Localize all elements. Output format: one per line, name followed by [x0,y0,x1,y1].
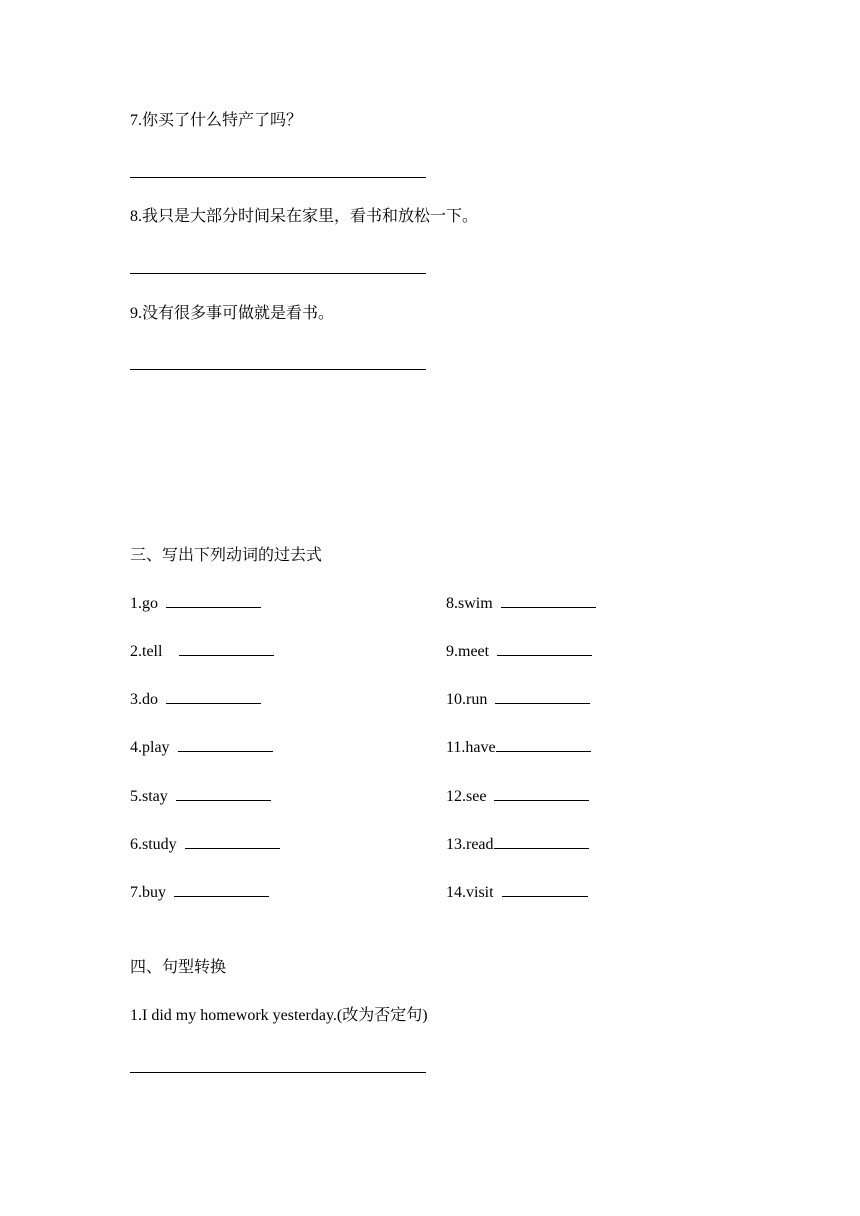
verb-label-11: 11.have [446,739,496,756]
verb-item-8 [446,594,596,614]
verb-blank-10[interactable] [495,703,590,704]
verb-item-3 [130,690,261,710]
verb-blank-14[interactable] [502,896,588,897]
verb-blank-13[interactable] [494,848,589,849]
verb-blank-11[interactable] [496,751,591,752]
verb-item-6 [130,835,280,855]
verb-item-1 [130,594,261,614]
section-3-heading: 三、写出下列动词的过去式 [130,547,323,564]
verb-blank-12[interactable] [494,800,589,801]
verb-label-2: 2.tell [130,643,163,660]
verb-item-13 [446,835,589,855]
verb-item-2 [130,642,274,662]
verb-label-3: 3.do [130,691,158,708]
verb-blank-4[interactable] [178,751,273,752]
verb-item-14 [446,883,588,903]
verb-item-4 [130,738,273,758]
transform-question-1-text: 1.I did my homework yesterday.(改为否定句) [130,1007,428,1024]
verb-item-12 [446,787,589,807]
verb-blank-9[interactable] [497,655,592,656]
verb-label-13: 13.read [446,836,494,853]
verb-blank-8[interactable] [501,607,596,608]
verb-blank-1[interactable] [166,607,261,608]
question-9-text: 9.没有很多事可做就是看书。 [130,305,335,322]
verb-label-6: 6.study [130,836,177,853]
verb-label-1: 1.go [130,595,158,612]
verb-item-5 [130,787,271,807]
verb-item-7 [130,883,269,903]
answer-line-8[interactable] [130,273,426,274]
question-7-text: 7.你买了什么特产了吗？ [130,112,303,129]
verb-blank-6[interactable] [185,848,280,849]
section-4-heading: 四、句型转换 [130,959,227,976]
verb-label-8: 8.swim [446,595,493,612]
verb-label-5: 5.stay [130,788,168,805]
answer-line-7[interactable] [130,177,426,178]
verb-blank-5[interactable] [176,800,271,801]
verb-blank-2[interactable] [179,655,274,656]
question-8-text: 8.我只是大部分时间呆在家里，看书和放松一下。 [130,208,479,225]
verb-label-12: 12.see [446,788,487,805]
verb-label-4: 4.play [130,739,170,756]
verb-label-7: 7.buy [130,884,166,901]
verb-item-11 [446,738,591,758]
verb-label-14: 14.visit [446,884,494,901]
transform-answer-line-1[interactable] [130,1072,426,1073]
verb-label-10: 10.run [446,691,488,708]
verb-item-10 [446,690,590,710]
answer-line-9[interactable] [130,369,426,370]
verb-blank-3[interactable] [166,703,261,704]
verb-item-9 [446,642,592,662]
verb-label-9: 9.meet [446,643,490,660]
verb-blank-7[interactable] [174,896,269,897]
